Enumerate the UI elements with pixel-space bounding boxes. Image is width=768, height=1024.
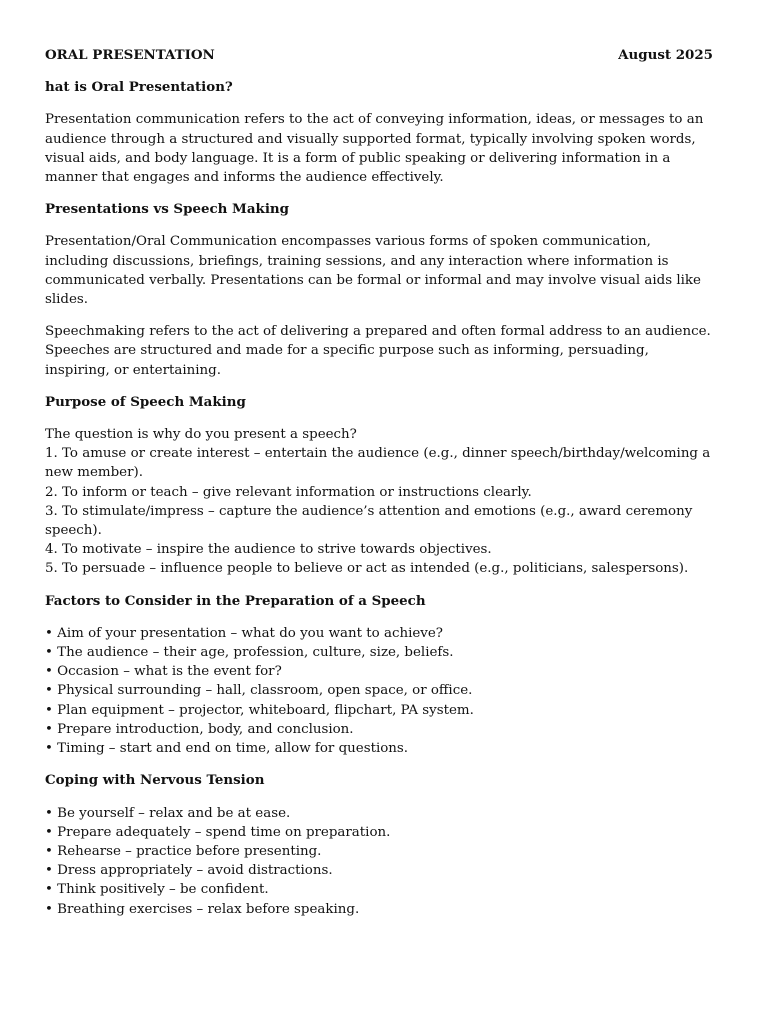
list-item: • Physical surrounding – hall, classroom, open space, or office. (45, 681, 713, 700)
list-item: 5. To persuade – influence people to believe or act as intended (e.g., politicians, salespersons). (45, 561, 689, 577)
list-item: • Occasion – what is the event for? (45, 662, 713, 681)
list-item: 3. To stimulate/impress – capture the audience’s attention and emotions (e.g., award ceremony speech). (45, 503, 693, 539)
document-title: ORAL PRESENTATION (45, 47, 215, 63)
coping-list (45, 804, 713, 919)
list-item: • The audience – their age, profession, culture, size, beliefs. (45, 643, 713, 662)
paragraph-vs-2: Speechmaking refers to the act of delivering a prepared and often formal address to an audience. Speeches are structured and made for a specific purpose such as informing, persuading, inspiring, or entertaining. (45, 324, 711, 378)
list-item: • Rehearse – practice before presenting. (45, 842, 713, 861)
document-date: August 2025 (618, 47, 713, 63)
list-item: 4. To motivate – inspire the audience to strive towards objectives. (45, 542, 492, 558)
list-item: 2. To inform or teach – give relevant information or instructions clearly. (45, 484, 532, 500)
list-item: • Breathing exercises – relax before speaking. (45, 900, 713, 919)
list-item: • Be yourself – relax and be at ease. (45, 804, 713, 823)
list-item: • Timing – start and end on time, allow for questions. (45, 739, 713, 758)
purpose-intro: The question is why do you present a speech? (45, 427, 357, 443)
paragraph-vs-1: Presentation/Oral Communication encompasses various forms of spoken communication, including discussions, briefings, training sessions, and any interaction where information is communicated verbally. Presentations can be formal or informal and may involve visual aids like slides. (45, 234, 701, 308)
heading-factors: Factors to Consider in the Preparation of a Speech (45, 592, 426, 609)
document-page (45, 46, 713, 932)
heading-purpose: Purpose of Speech Making (45, 393, 246, 410)
purpose-list (45, 425, 713, 579)
heading-coping: Coping with Nervous Tension (45, 772, 265, 789)
list-item: • Prepare introduction, body, and conclusion. (45, 720, 713, 739)
heading-vs: Presentations vs Speech Making (45, 201, 290, 218)
list-item: • Think positively – be confident. (45, 880, 713, 899)
list-item: • Dress appropriately – avoid distractions. (45, 861, 713, 880)
paragraph-what-is: Presentation communication refers to the act of conveying information, ideas, or messages to an audience through a structured and visually supported format, typically involving spoken words, visual aids, and body language. It is a form of public speaking or delivering information in a manner that engages and informs the audience effectively. (45, 112, 704, 186)
heading-what-is: hat is Oral Presentation? (45, 79, 233, 96)
list-item: 1. To amuse or create interest – entertain the audience (e.g., dinner speech/birthday/welcoming a new member). (45, 446, 711, 481)
list-item: • Prepare adequately – spend time on preparation. (45, 823, 713, 842)
list-item: • Aim of your presentation – what do you want to achieve? (45, 624, 713, 643)
list-item: • Plan equipment – projector, whiteboard, flipchart, PA system. (45, 701, 713, 720)
factors-list (45, 624, 713, 758)
document-header (45, 46, 713, 65)
